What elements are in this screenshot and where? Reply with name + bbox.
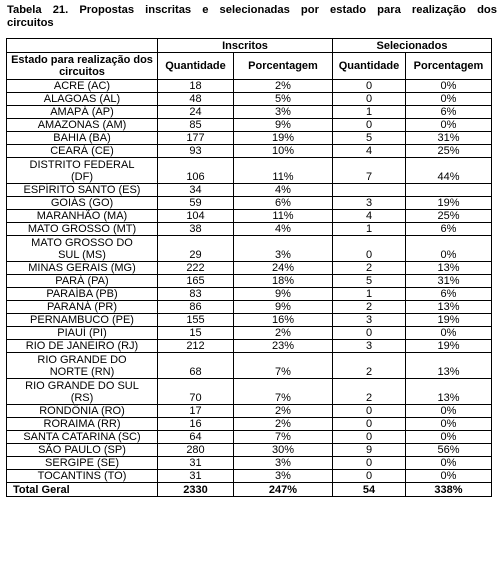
table-row — [7, 197, 492, 210]
state-cell — [7, 405, 158, 418]
table-row — [7, 236, 492, 262]
pct-selecionados-cell: 0% — [406, 327, 492, 340]
pct-inscritos-cell: 6% — [234, 197, 333, 210]
qty-inscritos-cell: 31 — [158, 470, 234, 483]
total-qty-selecionados: 54 — [333, 483, 406, 497]
table-row — [7, 80, 492, 93]
state-name-line: (DF) — [71, 171, 93, 183]
qty-selecionados-cell: 3 — [333, 340, 406, 353]
pct-selecionados-cell: 25% — [406, 210, 492, 223]
pct-inscritos-cell: 3% — [234, 470, 333, 483]
qty-selecionados-cell: 0 — [333, 405, 406, 418]
qty-inscritos-cell: 48 — [158, 93, 234, 106]
qty-inscritos-cell: 38 — [158, 223, 234, 236]
header-row-columns — [7, 53, 492, 80]
qty-selecionados-cell: 7 — [333, 158, 406, 184]
pct-inscritos-cell: 3% — [234, 236, 333, 262]
table-row — [7, 210, 492, 223]
pct-inscritos-cell: 9% — [234, 288, 333, 301]
state-name-line: PIAUÍ (PI) — [57, 327, 107, 339]
pct-selecionados-cell: 19% — [406, 340, 492, 353]
state-name-line: RORAIMA (RR) — [43, 418, 121, 430]
pct-inscritos-cell: 11% — [234, 158, 333, 184]
state-cell — [7, 340, 158, 353]
qty-inscritos-cell: 85 — [158, 119, 234, 132]
caption-line-1: Tabela 21. Propostas inscritas e selecionadas por estado para realização dos — [7, 4, 497, 16]
table-row — [7, 288, 492, 301]
state-cell — [7, 119, 158, 132]
pct-selecionados-cell: 13% — [406, 353, 492, 379]
table-row — [7, 470, 492, 483]
qty-inscritos-cell: 64 — [158, 431, 234, 444]
state-name-line: RIO GRANDE DO SUL — [25, 380, 139, 392]
state-name-line: MARANHÃO (MA) — [36, 210, 128, 222]
table-row — [7, 275, 492, 288]
pct-selecionados-cell: 6% — [406, 223, 492, 236]
state-cell — [7, 444, 158, 457]
pct-inscritos-cell: 5% — [234, 93, 333, 106]
state-name-line: GOIÁS (GO) — [50, 197, 114, 209]
state-name-line: PERNAMBUCO (PE) — [30, 314, 134, 326]
qty-inscritos-cell: 155 — [158, 314, 234, 327]
qty-selecionados-cell: 0 — [333, 93, 406, 106]
pct-inscritos-cell: 2% — [234, 405, 333, 418]
qty-selecionados-cell — [333, 184, 406, 197]
state-name-line: ESPÍRITO SANTO (ES) — [23, 184, 141, 196]
pct-selecionados-cell: 6% — [406, 288, 492, 301]
qty-selecionados-cell: 3 — [333, 197, 406, 210]
state-name-line: SUL (MS) — [58, 249, 106, 261]
pct-inscritos-cell: 9% — [234, 301, 333, 314]
pct-selecionados-cell: 0% — [406, 93, 492, 106]
pct-inscritos-cell: 3% — [234, 457, 333, 470]
table-row — [7, 405, 492, 418]
header-row-groups — [7, 39, 492, 53]
qty-inscritos-cell: 280 — [158, 444, 234, 457]
qty-inscritos-cell: 177 — [158, 132, 234, 145]
state-name-line: NORTE (RN) — [49, 366, 115, 378]
table-row — [7, 418, 492, 431]
qty-inscritos-cell: 18 — [158, 80, 234, 93]
qty-selecionados-cell: 0 — [333, 327, 406, 340]
qty-selecionados-cell: 0 — [333, 119, 406, 132]
pct-inscritos-cell: 18% — [234, 275, 333, 288]
table-row — [7, 119, 492, 132]
state-name-line: AMAZONAS (AM) — [37, 119, 127, 131]
pct-inscritos-cell: 2% — [234, 80, 333, 93]
table-caption — [7, 4, 497, 30]
state-name-line: TOCANTINS (TO) — [37, 470, 127, 482]
state-name-line: (RS) — [70, 392, 94, 404]
pct-selecionados-cell: 0% — [406, 405, 492, 418]
state-cell — [7, 470, 158, 483]
pct-selecionados-cell: 0% — [406, 418, 492, 431]
qty-inscritos-cell: 16 — [158, 418, 234, 431]
qty-selecionados-cell: 0 — [333, 80, 406, 93]
qty-selecionados-cell: 0 — [333, 457, 406, 470]
pct-inscritos-cell: 9% — [234, 119, 333, 132]
qty-selecionados-cell: 1 — [333, 288, 406, 301]
header-group-inscritos: Inscritos — [158, 39, 333, 53]
table-row — [7, 262, 492, 275]
qty-selecionados-cell: 4 — [333, 145, 406, 158]
qty-selecionados-cell: 2 — [333, 262, 406, 275]
state-cell — [7, 457, 158, 470]
qty-inscritos-cell: 15 — [158, 327, 234, 340]
state-name-line: SANTA CATARINA (SC) — [23, 431, 141, 443]
table-row — [7, 431, 492, 444]
total-qty-inscritos: 2330 — [158, 483, 234, 497]
pct-selecionados-cell: 25% — [406, 145, 492, 158]
qty-selecionados-cell: 0 — [333, 418, 406, 431]
qty-selecionados-cell: 0 — [333, 431, 406, 444]
state-name-line: DISTRITO FEDERAL — [29, 159, 135, 171]
header-state: Estado para realização dos circuitos — [7, 53, 158, 80]
pct-inscritos-cell: 16% — [234, 314, 333, 327]
pct-selecionados-cell: 0% — [406, 236, 492, 262]
pct-selecionados-cell: 0% — [406, 80, 492, 93]
pct-selecionados-cell: 0% — [406, 470, 492, 483]
table-row — [7, 145, 492, 158]
table-row — [7, 301, 492, 314]
qty-selecionados-cell: 2 — [333, 353, 406, 379]
qty-selecionados-cell: 5 — [333, 132, 406, 145]
pct-selecionados-cell: 31% — [406, 275, 492, 288]
header-pct-selecionados: Porcentagem — [406, 53, 492, 80]
total-row — [7, 483, 492, 497]
state-cell — [7, 301, 158, 314]
state-name-line: RIO DE JANEIRO (RJ) — [25, 340, 139, 352]
qty-inscritos-cell: 70 — [158, 379, 234, 405]
pct-inscritos-cell: 30% — [234, 444, 333, 457]
pct-inscritos-cell: 7% — [234, 379, 333, 405]
qty-inscritos-cell: 222 — [158, 262, 234, 275]
qty-selecionados-cell: 1 — [333, 106, 406, 119]
state-cell — [7, 223, 158, 236]
qty-inscritos-cell: 34 — [158, 184, 234, 197]
state-cell — [7, 158, 158, 184]
qty-inscritos-cell: 83 — [158, 288, 234, 301]
state-name-line: PARÁ (PA) — [55, 275, 109, 287]
state-cell — [7, 314, 158, 327]
state-cell — [7, 145, 158, 158]
header-pct-inscritos: Porcentagem — [234, 53, 333, 80]
state-name-line: ACRE (AC) — [53, 80, 111, 92]
qty-selecionados-cell: 2 — [333, 301, 406, 314]
state-name-line: AMAPÁ (AP) — [50, 106, 114, 118]
pct-inscritos-cell: 4% — [234, 184, 333, 197]
state-name-line: MATO GROSSO DO — [31, 237, 133, 249]
pct-inscritos-cell: 4% — [234, 223, 333, 236]
pct-selecionados-cell: 13% — [406, 301, 492, 314]
qty-selecionados-cell: 5 — [333, 275, 406, 288]
state-cell — [7, 184, 158, 197]
header-qty-inscritos: Quantidade — [158, 53, 234, 80]
state-cell — [7, 288, 158, 301]
qty-inscritos-cell: 165 — [158, 275, 234, 288]
table-row — [7, 340, 492, 353]
pct-inscritos-cell: 19% — [234, 132, 333, 145]
pct-selecionados-cell: 6% — [406, 106, 492, 119]
qty-inscritos-cell: 68 — [158, 353, 234, 379]
header-empty-cell — [7, 39, 158, 53]
state-name-line: SÃO PAULO (SP) — [38, 444, 126, 456]
pct-inscritos-cell: 10% — [234, 145, 333, 158]
table-row — [7, 132, 492, 145]
state-name-line: BAHIA (BA) — [53, 132, 111, 144]
state-cell — [7, 93, 158, 106]
qty-selecionados-cell: 0 — [333, 236, 406, 262]
state-name-line: RIO GRANDE DO — [37, 354, 127, 366]
qty-selecionados-cell: 1 — [333, 223, 406, 236]
state-cell — [7, 418, 158, 431]
qty-inscritos-cell: 31 — [158, 457, 234, 470]
pct-inscritos-cell: 7% — [234, 353, 333, 379]
total-pct-selecionados: 338% — [406, 483, 492, 497]
qty-selecionados-cell: 0 — [333, 470, 406, 483]
pct-inscritos-cell: 2% — [234, 418, 333, 431]
table-row — [7, 158, 492, 184]
table-row — [7, 223, 492, 236]
pct-inscritos-cell: 7% — [234, 431, 333, 444]
table-row — [7, 327, 492, 340]
pct-selecionados-cell: 13% — [406, 262, 492, 275]
state-name-line: PARANÁ (PR) — [46, 301, 118, 313]
pct-selecionados-cell — [406, 184, 492, 197]
pct-selecionados-cell: 13% — [406, 379, 492, 405]
header-group-selecionados: Selecionados — [333, 39, 492, 53]
qty-inscritos-cell: 24 — [158, 106, 234, 119]
state-name-line: RONDÔNIA (RO) — [39, 405, 125, 417]
pct-selecionados-cell: 0% — [406, 119, 492, 132]
state-name-line: MINAS GERAIS (MG) — [28, 262, 136, 274]
qty-inscritos-cell: 106 — [158, 158, 234, 184]
state-name-line: PARAÍBA (PB) — [46, 288, 118, 300]
state-cell — [7, 106, 158, 119]
state-cell — [7, 353, 158, 379]
qty-selecionados-cell: 9 — [333, 444, 406, 457]
state-cell — [7, 262, 158, 275]
state-name-line: ALAGOAS (AL) — [43, 93, 121, 105]
pct-inscritos-cell: 2% — [234, 327, 333, 340]
state-cell — [7, 327, 158, 340]
pct-inscritos-cell: 24% — [234, 262, 333, 275]
proposals-table — [6, 38, 492, 497]
total-label: Total Geral — [7, 483, 158, 497]
pct-selecionados-cell: 56% — [406, 444, 492, 457]
qty-selecionados-cell: 2 — [333, 379, 406, 405]
state-cell — [7, 197, 158, 210]
state-cell — [7, 431, 158, 444]
pct-selecionados-cell: 0% — [406, 457, 492, 470]
pct-inscritos-cell: 3% — [234, 106, 333, 119]
table-row — [7, 314, 492, 327]
state-cell — [7, 132, 158, 145]
state-cell — [7, 80, 158, 93]
state-name-line: CEARÁ (CE) — [50, 145, 114, 157]
table-row — [7, 379, 492, 405]
table-row — [7, 457, 492, 470]
table-row — [7, 353, 492, 379]
table-row — [7, 184, 492, 197]
state-name-line: MATO GROSSO (MT) — [27, 223, 137, 235]
qty-selecionados-cell: 3 — [333, 314, 406, 327]
state-name-line: SERGIPE (SE) — [45, 457, 119, 469]
pct-selecionados-cell: 0% — [406, 431, 492, 444]
pct-inscritos-cell: 11% — [234, 210, 333, 223]
header-qty-selecionados: Quantidade — [333, 53, 406, 80]
pct-selecionados-cell: 44% — [406, 158, 492, 184]
qty-inscritos-cell: 29 — [158, 236, 234, 262]
qty-selecionados-cell: 4 — [333, 210, 406, 223]
total-pct-inscritos: 247% — [234, 483, 333, 497]
table-row — [7, 106, 492, 119]
qty-inscritos-cell: 86 — [158, 301, 234, 314]
qty-inscritos-cell: 17 — [158, 405, 234, 418]
state-cell — [7, 275, 158, 288]
pct-selecionados-cell: 19% — [406, 314, 492, 327]
qty-inscritos-cell: 59 — [158, 197, 234, 210]
pct-inscritos-cell: 23% — [234, 340, 333, 353]
table-body — [7, 80, 492, 483]
table-row — [7, 444, 492, 457]
qty-inscritos-cell: 104 — [158, 210, 234, 223]
qty-inscritos-cell: 93 — [158, 145, 234, 158]
pct-selecionados-cell: 19% — [406, 197, 492, 210]
qty-inscritos-cell: 212 — [158, 340, 234, 353]
table-row — [7, 93, 492, 106]
pct-selecionados-cell: 31% — [406, 132, 492, 145]
state-cell — [7, 236, 158, 262]
state-cell — [7, 379, 158, 405]
caption-line-2: circuitos — [7, 17, 54, 29]
state-cell — [7, 210, 158, 223]
